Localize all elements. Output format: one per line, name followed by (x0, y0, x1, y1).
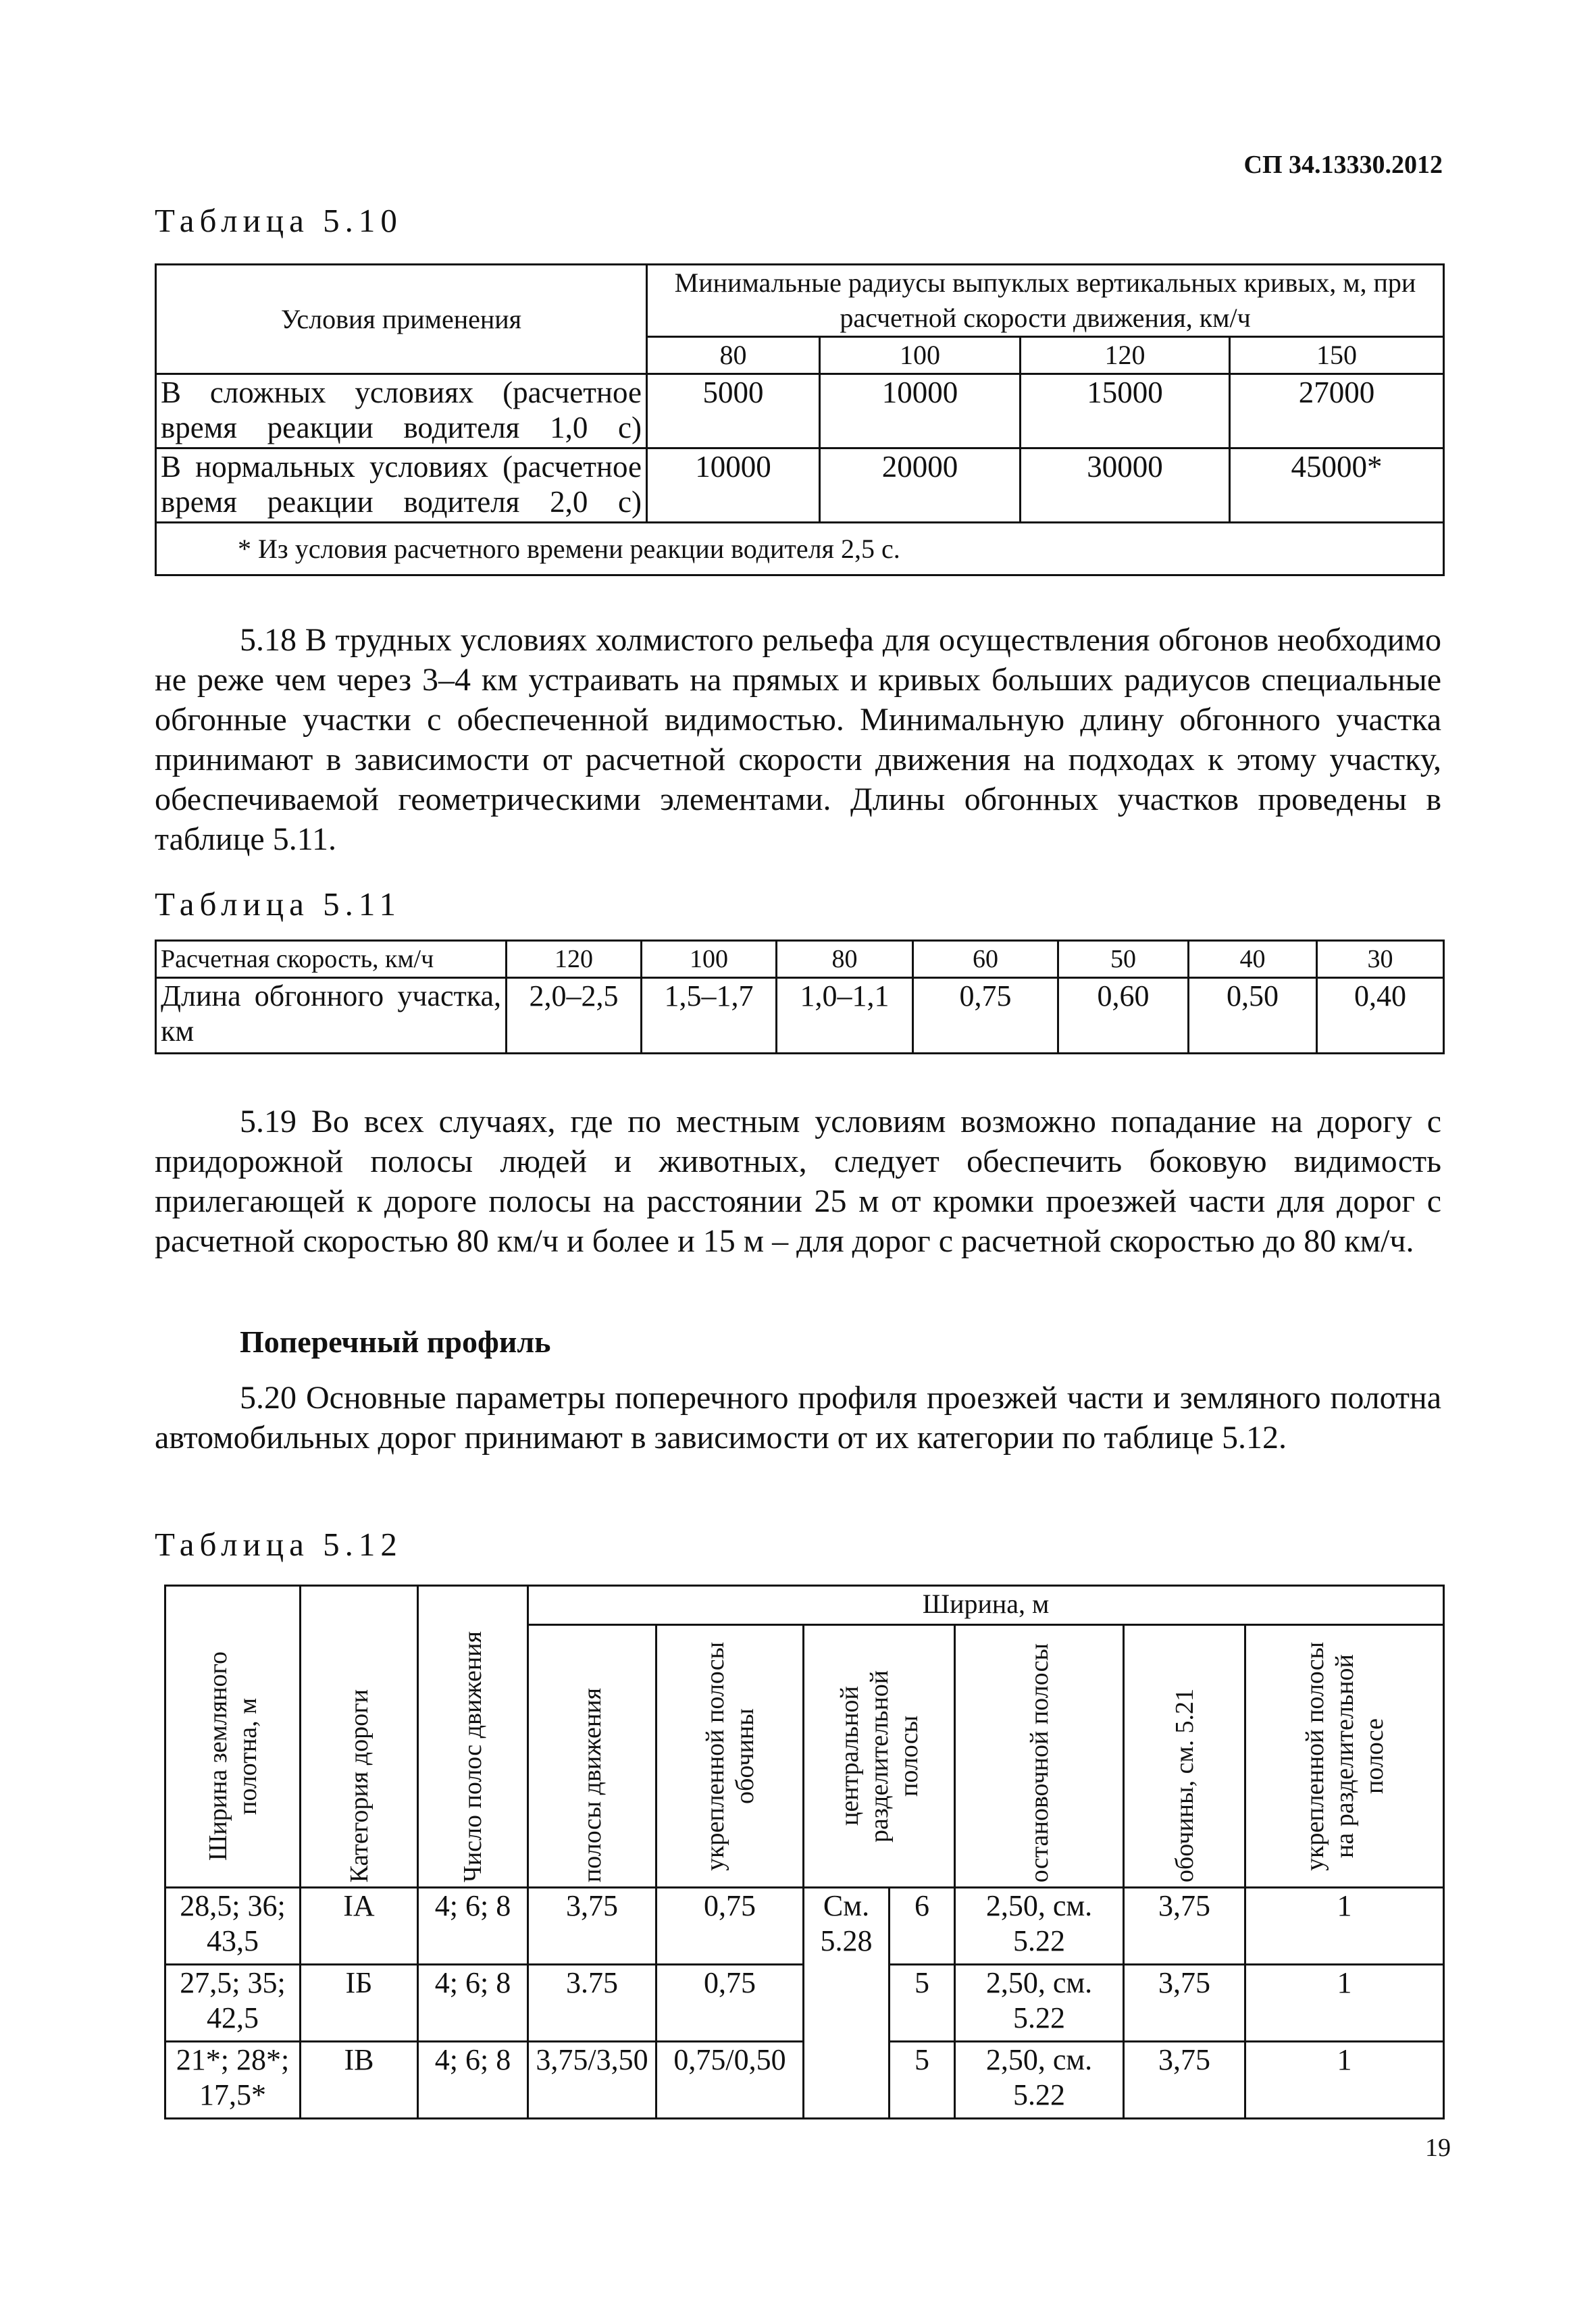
document-code: СП 34.13330.2012 (1243, 151, 1443, 179)
speed-header: 100 (820, 337, 1021, 374)
row-label: Длина обгонного участка, км (156, 978, 507, 1054)
table-cell: 2,50, см. 5.22 (955, 1888, 1124, 1965)
table-cell: См. 5.28 (804, 1888, 890, 2119)
col-header-roadbed-width: Ширина земляного полотна, м (165, 1586, 301, 1888)
table-cell: 50 (1058, 941, 1189, 978)
table-5-10 (155, 263, 1445, 576)
col-header-conditions: Условия применения (156, 265, 647, 374)
table-cell: 0,75/0,50 (657, 2042, 804, 2119)
section-heading: Поперечный профиль (240, 1325, 551, 1359)
table-cell: 4; 6; 8 (418, 1965, 528, 2042)
table-cell: 3,75/3,50 (528, 2042, 657, 2119)
table-cell: 2,0–2,5 (507, 978, 642, 1054)
table-cell: 120 (507, 941, 642, 978)
paragraph-5-18: 5.18 В трудных условиях холмистого рельефа для осуществления обгонов необходимо не реже чем через 3–4 км устраивать на прямых и кривых больших радиусов специальные обгонные участки с обеспеченной видимостью. Минимальную длину обгонного участка принимают в зависимости от расчетной скорости движения на подходах к этому участку, обеспечиваемой геометрическими элементами. Длины обгонных участков проведены в таблице 5.11. (155, 622, 1441, 857)
table-cell: 0,60 (1058, 978, 1189, 1054)
table-5-12 (164, 1585, 1445, 2119)
table-cell: 30 (1317, 941, 1444, 978)
table-row (156, 978, 1444, 1054)
speed-header: 150 (1230, 337, 1444, 374)
col-header-shoulder-strip: укрепленной полосы обочины (657, 1625, 804, 1888)
row-label: Расчетная скорость, км/ч (156, 941, 507, 978)
table-cell: 3,75 (1124, 2042, 1245, 2119)
table-cell: 10000 (820, 374, 1021, 448)
col-header-central-strip: центральной разделительной полосы (804, 1625, 955, 1888)
speed-header: 80 (647, 337, 820, 374)
table-row (156, 448, 1444, 523)
col-header-lane: полосы движения (528, 1625, 657, 1888)
table-cell: 20000 (820, 448, 1021, 523)
table-cell: 1,0–1,1 (777, 978, 913, 1054)
table-cell: 28,5; 36; 43,5 (165, 1888, 301, 1965)
table-cell: 100 (642, 941, 777, 978)
table-row (156, 374, 1444, 448)
table-cell: 60 (913, 941, 1058, 978)
row-label: В нормальных условиях (расчетное время реакции водителя 2,0 с) (156, 448, 647, 523)
table-cell: 4; 6; 8 (418, 2042, 528, 2119)
table-footnote: * Из условия расчетного времени реакции водителя 2,5 с. (156, 523, 1444, 575)
table-cell: 5 (890, 1965, 955, 2042)
table-cell: 21*; 28*; 17,5* (165, 2042, 301, 2119)
paragraph-5-19: 5.19 Во всех случаях, где по местным условиям возможно попадание на дорогу с придорожной полосы людей и животных, следует обеспечить боковую видимость прилегающей к дороге полосы на расстоянии 25 м от кромки проезжей части для дорог с расчетной скоростью 80 км/ч и более и 15 м – для дорог с расчетной скоростью до 80 км/ч. (155, 1104, 1441, 1259)
table-cell: 27000 (1230, 374, 1444, 448)
col-header-width: Ширина, м (528, 1586, 1444, 1625)
table-cell: IБ (301, 1965, 418, 2042)
table-cell: 0,75 (657, 1888, 804, 1965)
table-cell: 10000 (647, 448, 820, 523)
col-header-shoulder: обочины, см. 5.21 (1124, 1625, 1245, 1888)
table-cell: 3,75 (1124, 1965, 1245, 2042)
table-cell: 1 (1245, 1965, 1444, 2042)
table-cell: 27,5; 35; 42,5 (165, 1965, 301, 2042)
paragraph-5-20: 5.20 Основные параметры поперечного профиля проезжей части и земляного полотна автомобильных дорог принимают в зависимости от их категории по таблице 5.12. (155, 1380, 1441, 1456)
table-cell: IA (301, 1888, 418, 1965)
table-row (156, 941, 1444, 978)
table-cell: 2,50, см. 5.22 (955, 2042, 1124, 2119)
table-cell: 0,40 (1317, 978, 1444, 1054)
table-cell: IB (301, 2042, 418, 2119)
table-cell: 3.75 (528, 1965, 657, 2042)
table-cell: 5 (890, 2042, 955, 2119)
table-cell: 1 (1245, 2042, 1444, 2119)
table-cell: 1,5–1,7 (642, 978, 777, 1054)
table-cell: 2,50, см. 5.22 (955, 1965, 1124, 2042)
table-row (165, 1888, 1444, 1965)
col-header-radii: Минимальные радиусы выпуклых вертикальных кривых, м, при расчетной скорости движения, км/ч (647, 265, 1444, 337)
row-label: В сложных условиях (расчетное время реакции водителя 1,0 с) (156, 374, 647, 448)
table-cell: 40 (1189, 941, 1317, 978)
table-5-11-caption: Таблица 5.11 (155, 885, 401, 923)
table-cell: 30000 (1021, 448, 1230, 523)
col-header-lanes: Число полос движения (418, 1586, 528, 1888)
table-cell: 3,75 (1124, 1888, 1245, 1965)
table-cell: 45000* (1230, 448, 1444, 523)
table-5-10-caption: Таблица 5.10 (155, 202, 403, 239)
table-cell: 0,75 (913, 978, 1058, 1054)
table-cell: 6 (890, 1888, 955, 1965)
table-5-12-caption: Таблица 5.12 (155, 1526, 403, 1563)
col-header-stopping-lane: остановочной полосы (955, 1625, 1124, 1888)
table-5-11 (155, 940, 1445, 1054)
table-cell: 1 (1245, 1888, 1444, 1965)
col-header-category: Категория дороги (301, 1586, 418, 1888)
table-cell: 5000 (647, 374, 820, 448)
table-cell: 3,75 (528, 1888, 657, 1965)
speed-header: 120 (1021, 337, 1230, 374)
table-cell: 15000 (1021, 374, 1230, 448)
table-cell: 0,50 (1189, 978, 1317, 1054)
col-header-divider-strip: укрепленной полосы на разделительной полосе (1245, 1625, 1444, 1888)
table-cell: 0,75 (657, 1965, 804, 2042)
table-cell: 4; 6; 8 (418, 1888, 528, 1965)
table-cell: 80 (777, 941, 913, 978)
page-number: 19 (1425, 2134, 1451, 2162)
